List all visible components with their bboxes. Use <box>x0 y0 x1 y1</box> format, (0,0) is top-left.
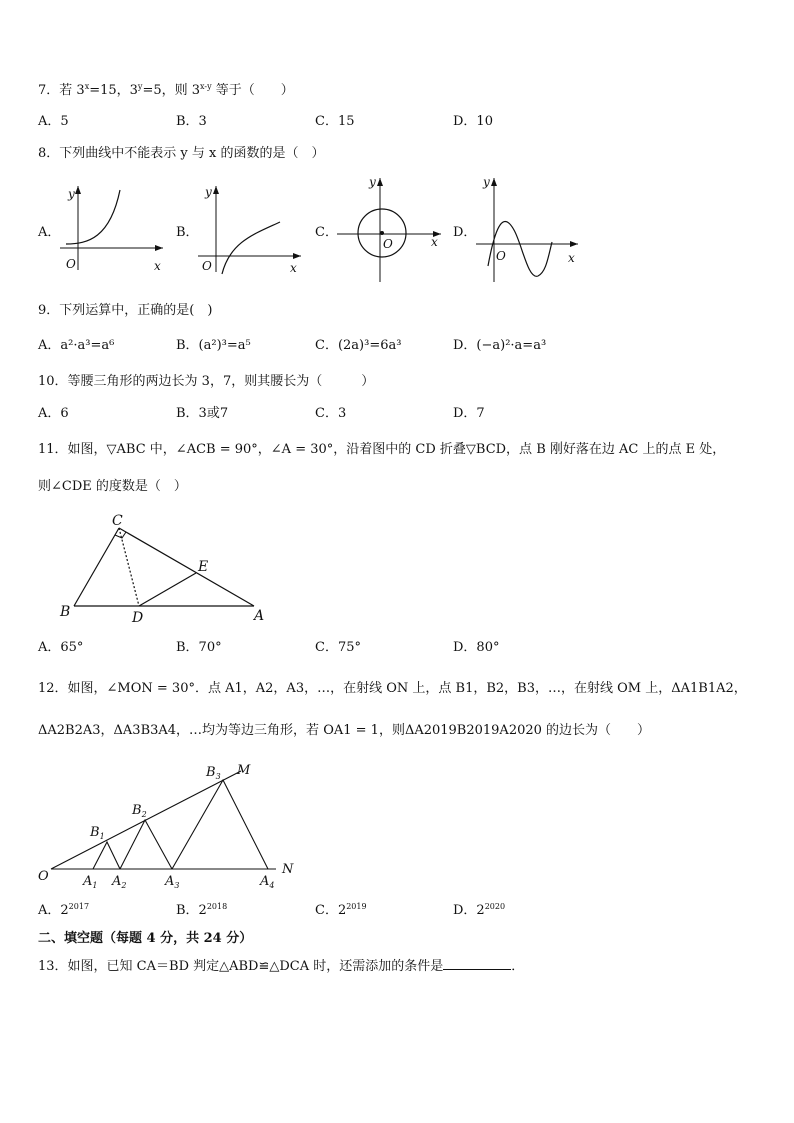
q8-b-origin-label: O <box>202 259 212 273</box>
q7-option-c: C．15 <box>315 114 355 129</box>
q7-stem: 7．若 $3^x=15$，$3^y=5$，则 3$^{x-y}$ 等于（ ） <box>38 82 294 98</box>
q7-option-d: D．10 <box>453 114 493 129</box>
q12-label-m: M <box>237 763 251 778</box>
q12-label-b1: $B_1$ <box>90 825 105 841</box>
q12-option-b: B．$2^{2018}$ <box>176 902 228 918</box>
q12-option-a: A．$2^{2017}$ <box>38 902 90 918</box>
q11-stem-line1: 11．如图，▽ABC 中，∠ACB = 90°，∠A = 30°，沿着图中的 CD 折叠▽BCD，点 B 刚好落在边 AC 上的点 E 处， <box>38 442 726 457</box>
q13-answer-blank[interactable] <box>443 957 511 970</box>
q12-option-c: C．$2^{2019}$ <box>315 902 367 918</box>
q9-option-d: D．(−a)²·a=a³ <box>453 338 547 353</box>
q8-graph-b <box>196 180 306 275</box>
q8-option-a-label: A． <box>38 225 61 240</box>
q12-figure <box>36 760 301 890</box>
q12-label-a1: $A_1$ <box>83 874 98 890</box>
q8-b-y-label: y <box>205 185 212 199</box>
q7-option-b: B．3 <box>176 114 207 129</box>
q9-option-a: A．a²·a³=a⁶ <box>38 338 115 353</box>
q11-option-b: B．70° <box>176 640 222 655</box>
q12-label-o: O <box>38 869 49 884</box>
q12-label-b2: $B_2$ <box>132 803 147 819</box>
q8-c-origin-label: O <box>383 237 393 251</box>
q10-option-b: B．3或7 <box>176 406 229 421</box>
section-2-heading: 二、填空题（每题 4 分，共 24 分） <box>38 931 253 946</box>
q8-c-y-label: y <box>369 175 376 189</box>
q8-a-origin-label: O <box>66 257 76 271</box>
q13-stem: 13．如图，已知 CA＝BD 判定△ABD≌△DCA 时，还需添加的条件是 ． <box>38 959 525 974</box>
q8-a-y-label: y <box>68 187 75 201</box>
q12-stem-line1: 12．如图，∠MON = 30°．点 A1，A2，A3，…，在射线 ON 上，点 B1，B2，B3，…，在射线 OM 上，ΔA1B1A2， <box>38 681 747 696</box>
q8-graph-a <box>58 180 168 275</box>
q8-d-x-label: x <box>568 251 575 265</box>
q8-a-x-label: x <box>154 259 161 273</box>
q12-label-a2: $A_2$ <box>112 874 127 890</box>
q12-label-n: N <box>282 862 294 877</box>
q10-stem: 10．等腰三角形的两边长为 3，7，则其腰长为（ ） <box>38 374 375 389</box>
q8-option-b-label: B． <box>176 225 199 240</box>
q8-stem: 8．下列曲线中不能表示 y 与 x 的函数的是（ ） <box>38 146 325 161</box>
q12-label-b3: $B_3$ <box>206 765 221 781</box>
q9-stem: 9．下列运算中，正确的是( ) <box>38 303 213 318</box>
q11-option-d: D．80° <box>453 640 500 655</box>
q12-option-d: D．$2^{2020}$ <box>453 902 506 918</box>
q7-option-a: A．5 <box>38 114 69 129</box>
q11-label-b: B <box>60 604 71 620</box>
q11-label-e: E <box>198 559 209 575</box>
q8-d-origin-label: O <box>496 249 506 263</box>
q8-option-c-label: C． <box>315 225 338 240</box>
q10-option-c: C．3 <box>315 406 347 421</box>
q8-graph-d <box>474 172 584 284</box>
q8-b-x-label: x <box>290 261 297 275</box>
q11-option-c: C．75° <box>315 640 361 655</box>
q11-stem-line2: 则∠CDE 的度数是（ ） <box>38 479 187 494</box>
q11-label-c: C <box>112 513 123 529</box>
q11-option-a: A．65° <box>38 640 84 655</box>
q12-label-a4: $A_4$ <box>260 874 275 890</box>
q8-c-x-label: x <box>431 235 438 249</box>
q12-label-a3: $A_3$ <box>165 874 180 890</box>
q11-label-d: D <box>132 610 144 626</box>
q9-option-b: B．(a²)³=a⁵ <box>176 338 251 353</box>
q8-d-y-label: y <box>483 175 490 189</box>
q10-option-d: D．7 <box>453 406 485 421</box>
q8-option-d-label: D． <box>453 225 477 240</box>
q11-figure <box>56 512 271 627</box>
q11-label-a: A <box>254 608 265 624</box>
q10-option-a: A．6 <box>38 406 69 421</box>
q12-stem-line2: ΔA2B2A3，ΔA3B3A4，…均为等边三角形，若 OA1 = 1，则ΔA2019B2019A2020 的边长为（ ） <box>38 723 651 738</box>
q9-option-c: C．(2a)³=6a³ <box>315 338 402 353</box>
q8-graph-c <box>333 172 448 284</box>
